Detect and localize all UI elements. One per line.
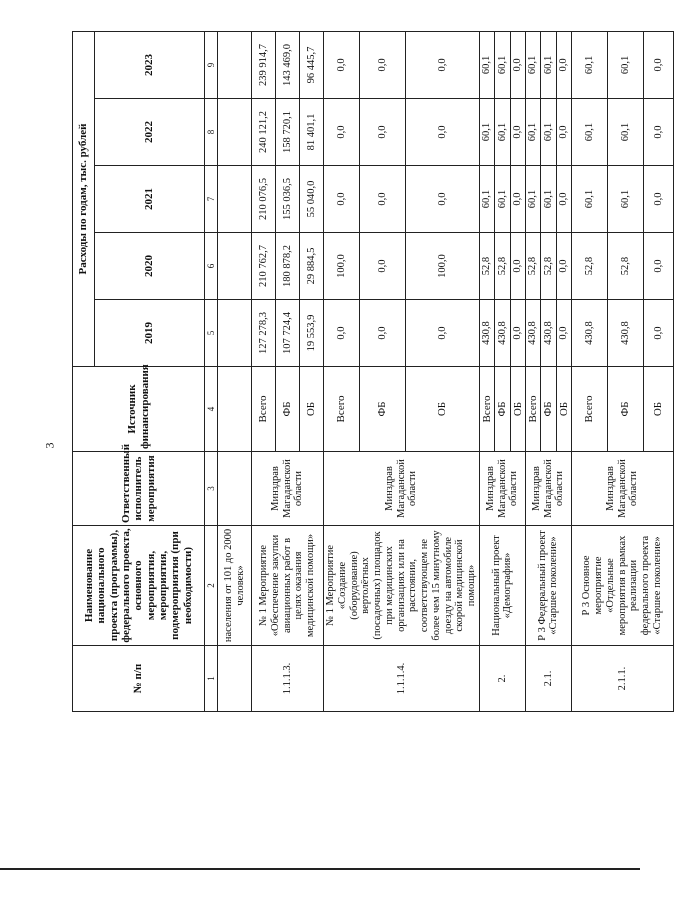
column-index-1: 1 <box>205 646 218 712</box>
amount-2020-cell: 52,8 <box>607 233 643 300</box>
amount-2023-cell: 60,1 <box>607 31 643 98</box>
rotated-sheet <box>72 32 665 712</box>
amount-2020-cell: 100,0 <box>324 233 360 300</box>
amount-2023-cell: 0,0 <box>324 31 360 98</box>
budget-table <box>72 31 674 712</box>
amount-2020-cell: 180 878,2 <box>276 233 300 300</box>
row-executor-cell: Минздрав Магаданской области <box>252 452 324 526</box>
empty-cell <box>218 452 252 526</box>
row-name-cell: Р 3 Федеральный проект «Старшее поколение» <box>525 526 571 646</box>
funding-source-cell: Всего <box>571 367 607 452</box>
amount-2021-cell: 155 036,5 <box>276 166 300 233</box>
table-row <box>525 31 540 711</box>
amount-2022-cell: 0,0 <box>643 99 673 166</box>
amount-2021-cell: 60,1 <box>607 166 643 233</box>
amount-2023-cell: 60,1 <box>480 31 495 98</box>
amount-2022-cell: 0,0 <box>360 99 406 166</box>
header-name: Наименование национального проекта (программы), федерального проекта, основного мероприятия, мероприятия, подмероприятия (при необходимости) <box>73 526 205 646</box>
row-executor-cell: Минздрав Магаданской области <box>324 452 480 526</box>
funding-source-cell: Всего <box>480 367 495 452</box>
amount-2021-cell: 60,1 <box>495 166 510 233</box>
column-index-3: 3 <box>205 452 218 526</box>
amount-2021-cell: 0,0 <box>643 166 673 233</box>
empty-cell <box>218 99 252 166</box>
amount-2019-cell: 430,8 <box>525 300 540 367</box>
empty-cell <box>218 367 252 452</box>
amount-2021-cell: 0,0 <box>324 166 360 233</box>
amount-2019-cell: 430,8 <box>495 300 510 367</box>
continued-name-cell: населения от 101 до 2000 человек» <box>218 526 252 646</box>
header-year-2021: 2021 <box>95 166 205 233</box>
row-number-cell: 2.1.1. <box>571 646 673 712</box>
amount-2019-cell: 0,0 <box>643 300 673 367</box>
amount-2019-cell: 19 553,9 <box>300 300 324 367</box>
amount-2020-cell: 29 884,5 <box>300 233 324 300</box>
funding-source-cell: Всего <box>525 367 540 452</box>
empty-cell <box>218 31 252 98</box>
column-index-7: 7 <box>205 166 218 233</box>
header-year-2019: 2019 <box>95 300 205 367</box>
amount-2021-cell: 0,0 <box>556 166 571 233</box>
amount-2020-cell: 210 762,7 <box>252 233 276 300</box>
funding-source-cell: ОБ <box>510 367 525 452</box>
header-num: № п/п <box>73 646 205 712</box>
column-index-5: 5 <box>205 300 218 367</box>
funding-source-cell: ФБ <box>276 367 300 452</box>
amount-2022-cell: 0,0 <box>556 99 571 166</box>
amount-2019-cell: 107 724,4 <box>276 300 300 367</box>
funding-source-cell: ФБ <box>607 367 643 452</box>
row-executor-cell: Минздрав Магаданской области <box>525 452 571 526</box>
column-index-2: 2 <box>205 526 218 646</box>
amount-2019-cell: 0,0 <box>510 300 525 367</box>
amount-2020-cell: 0,0 <box>643 233 673 300</box>
column-index-6: 6 <box>205 233 218 300</box>
amount-2022-cell: 60,1 <box>541 99 556 166</box>
column-index-9: 9 <box>205 31 218 98</box>
amount-2022-cell: 60,1 <box>607 99 643 166</box>
row-name-cell: № 1 Мероприятие «Обеспечение закупки авиационных работ в целях оказания медицинской помощи» <box>252 526 324 646</box>
amount-2021-cell: 210 076,5 <box>252 166 276 233</box>
amount-2020-cell: 52,8 <box>541 233 556 300</box>
empty-cell <box>218 646 252 712</box>
amount-2023-cell: 0,0 <box>406 31 480 98</box>
amount-2019-cell: 127 278,3 <box>252 300 276 367</box>
header-year-2022: 2022 <box>95 99 205 166</box>
table-row <box>480 31 495 711</box>
amount-2022-cell: 81 401,1 <box>300 99 324 166</box>
row-number-cell: 1.1.1.3. <box>252 646 324 712</box>
row-name-cell: Р 3 Основное мероприятие «Отдельные мероприятия в рамках реализации федерального проекта «Старшее поколение» <box>571 526 673 646</box>
amount-2020-cell: 52,8 <box>571 233 607 300</box>
amount-2023-cell: 0,0 <box>360 31 406 98</box>
amount-2021-cell: 60,1 <box>541 166 556 233</box>
row-name-cell: Национальный проект «Демография» <box>480 526 526 646</box>
amount-2021-cell: 60,1 <box>480 166 495 233</box>
amount-2019-cell: 430,8 <box>541 300 556 367</box>
amount-2020-cell: 100,0 <box>406 233 480 300</box>
amount-2021-cell: 55 040,0 <box>300 166 324 233</box>
funding-source-cell: ОБ <box>643 367 673 452</box>
row-executor-cell: Минздрав Магаданской области <box>571 452 673 526</box>
column-index-8: 8 <box>205 99 218 166</box>
amount-2020-cell: 52,8 <box>495 233 510 300</box>
funding-source-cell: ФБ <box>541 367 556 452</box>
table-row <box>218 31 252 711</box>
amount-2023-cell: 0,0 <box>510 31 525 98</box>
funding-source-cell: ОБ <box>556 367 571 452</box>
funding-source-cell: ФБ <box>360 367 406 452</box>
amount-2019-cell: 430,8 <box>571 300 607 367</box>
amount-2023-cell: 96 445,7 <box>300 31 324 98</box>
funding-source-cell: Всего <box>324 367 360 452</box>
empty-cell <box>218 166 252 233</box>
amount-2021-cell: 0,0 <box>510 166 525 233</box>
amount-2019-cell: 0,0 <box>556 300 571 367</box>
amount-2023-cell: 239 914,7 <box>252 31 276 98</box>
bottom-rule <box>0 868 640 870</box>
row-number-cell: 1.1.1.4. <box>324 646 480 712</box>
amount-2022-cell: 158 720,1 <box>276 99 300 166</box>
header-source: Источник финансирования <box>73 367 205 452</box>
row-number-cell: 2. <box>480 646 526 712</box>
amount-2022-cell: 0,0 <box>510 99 525 166</box>
amount-2023-cell: 143 469,0 <box>276 31 300 98</box>
amount-2020-cell: 52,8 <box>525 233 540 300</box>
amount-2019-cell: 430,8 <box>607 300 643 367</box>
page-number: 3 <box>42 442 57 449</box>
amount-2020-cell: 0,0 <box>556 233 571 300</box>
amount-2022-cell: 0,0 <box>324 99 360 166</box>
amount-2020-cell: 0,0 <box>360 233 406 300</box>
empty-cell <box>218 300 252 367</box>
amount-2022-cell: 0,0 <box>406 99 480 166</box>
amount-2019-cell: 0,0 <box>360 300 406 367</box>
amount-2022-cell: 60,1 <box>495 99 510 166</box>
amount-2022-cell: 60,1 <box>571 99 607 166</box>
header-year-2023: 2023 <box>95 31 205 98</box>
amount-2020-cell: 52,8 <box>480 233 495 300</box>
amount-2022-cell: 240 121,2 <box>252 99 276 166</box>
amount-2021-cell: 0,0 <box>406 166 480 233</box>
row-number-cell: 2.1. <box>525 646 571 712</box>
table-row <box>324 31 360 711</box>
amount-2023-cell: 0,0 <box>643 31 673 98</box>
table-row <box>252 31 276 711</box>
amount-2021-cell: 60,1 <box>571 166 607 233</box>
empty-cell <box>218 233 252 300</box>
amount-2023-cell: 60,1 <box>541 31 556 98</box>
header-expenses: Расходы по годам, тыс. рублей <box>73 31 95 366</box>
amount-2022-cell: 60,1 <box>480 99 495 166</box>
amount-2022-cell: 60,1 <box>525 99 540 166</box>
amount-2021-cell: 60,1 <box>525 166 540 233</box>
amount-2019-cell: 430,8 <box>480 300 495 367</box>
amount-2023-cell: 60,1 <box>571 31 607 98</box>
header-year-2020: 2020 <box>95 233 205 300</box>
column-index-4: 4 <box>205 367 218 452</box>
funding-source-cell: ОБ <box>406 367 480 452</box>
amount-2019-cell: 0,0 <box>324 300 360 367</box>
amount-2023-cell: 60,1 <box>525 31 540 98</box>
funding-source-cell: ФБ <box>495 367 510 452</box>
amount-2021-cell: 0,0 <box>360 166 406 233</box>
amount-2019-cell: 0,0 <box>406 300 480 367</box>
amount-2023-cell: 0,0 <box>556 31 571 98</box>
row-name-cell: № 1 Мероприятие «Создание (оборудование) вертолётных (посадочных) площадок при медицинских организациях или на расстоянии, соответствующем не более чем 15 минутному доезду на автомобиле скорой медицинской помощи» <box>324 526 480 646</box>
header-executor: Ответственный исполнитель мероприятия <box>73 452 205 526</box>
funding-source-cell: Всего <box>252 367 276 452</box>
table-row <box>571 31 607 711</box>
amount-2023-cell: 60,1 <box>495 31 510 98</box>
row-executor-cell: Минздрав Магаданской области <box>480 452 526 526</box>
amount-2020-cell: 0,0 <box>510 233 525 300</box>
funding-source-cell: ОБ <box>300 367 324 452</box>
